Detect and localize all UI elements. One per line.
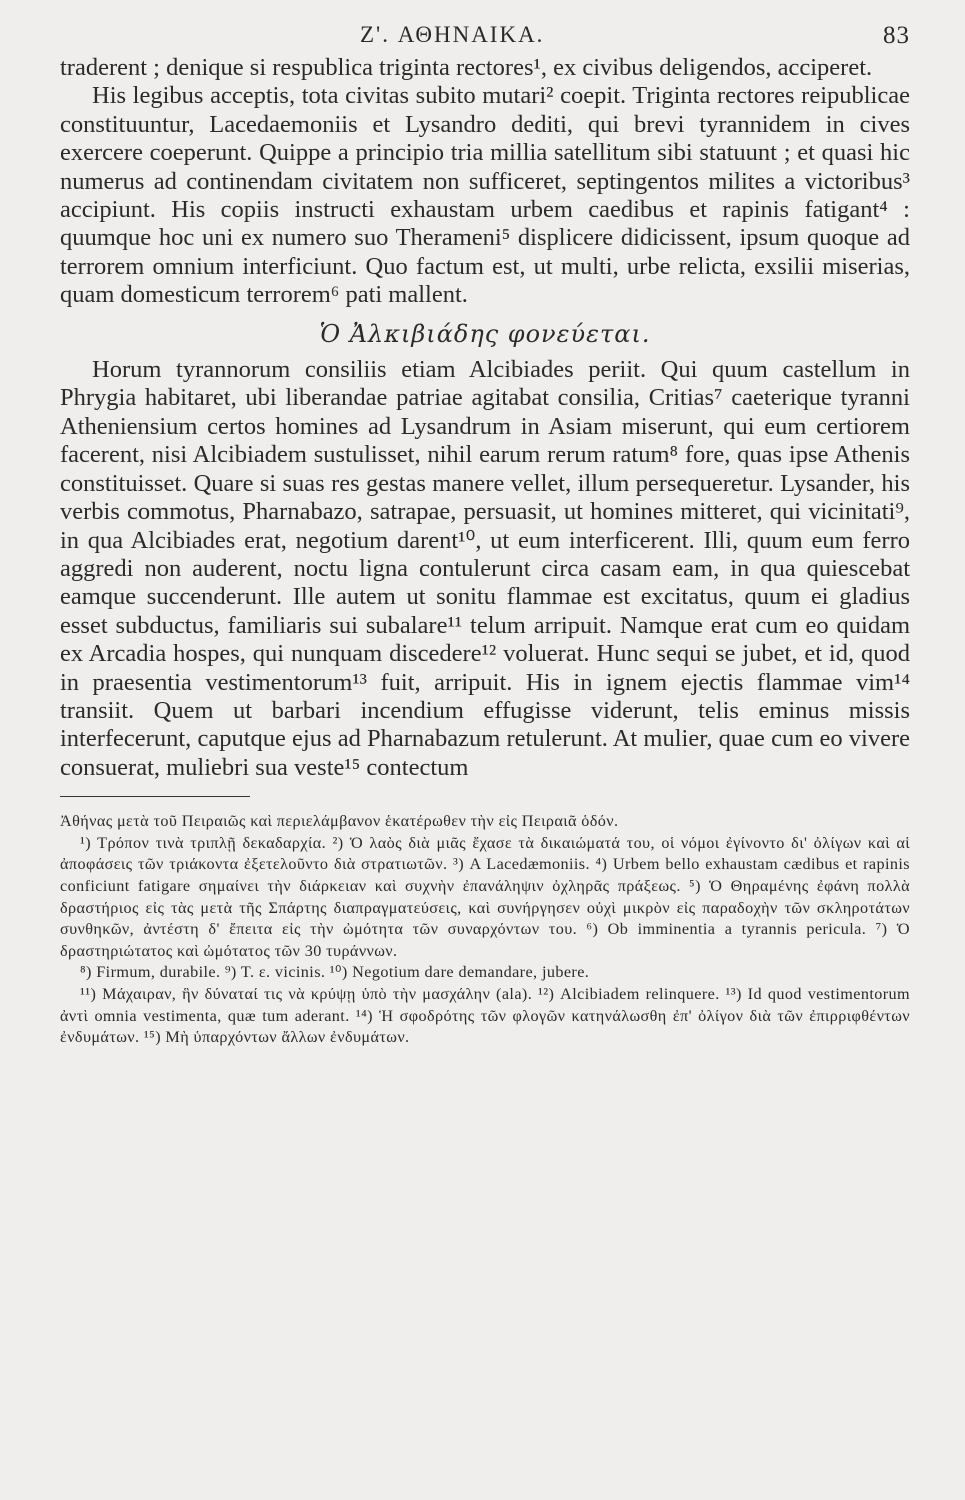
- footnote-line: Ἀθήνας μετὰ τοῦ Πειραιῶς καὶ περιελάμβανον ἑκατέρωθεν τὴν εἰς Πειραιᾶ ὁδόν.: [60, 812, 619, 831]
- footnote-block-2: ⁸) Firmum, durabile. ⁹) T. ε. vicinis. ¹⁰) Negotium dare demandare, jubere.: [80, 963, 590, 982]
- section-heading: Ὁ Ἀλκιβιάδης φονεύεται.: [319, 319, 651, 348]
- main-text: [60, 54, 910, 782]
- running-head: Z'. ΑΘΗΝΑΙΚΑ.: [360, 22, 545, 47]
- paragraph-1: traderent ; denique si respublica triginta rectores¹, ex civibus deligendos, acciperet.: [60, 54, 873, 81]
- footnote-block-1: ¹) Τρόπον τινὰ τριπλῇ δεκαδαρχία. ²) Ὁ λαὸς διὰ μιᾶς ἔχασε τὰ δικαιώματά του, οἱ νόμοι ἐγίνοντο δι' ὀλίγων καὶ αἱ ἀποφάσεις τῶν τριάκοντα ἐξετελοῦντο διὰ στρατιωτῶν. ³) A Lacedæmoniis. ⁴) Urbem bello exhaustam cædibus et rapinis conficiunt fatigare σημαίνει τὴν διάρκειαν καὶ συχνὴν ἐπανάληψιν ὀχληρᾶς πράξεως. ⁵) Ὁ Θηραμένης ἐφάνη πολλὰ δραστήριος εἰς τὰς μετὰ τῆς Σπάρτης διαπραγματεύσεις, καὶ συνήργησεν οὐχὶ μικρὸν εἰς παραδοχὴν τῶν σκληροτάτων συνθηκῶν, ἀντέστη δ' ἔπειτα εἰς τὴν ὠμότητα τῶν συναρχόντων του. ⁶) Ob imminentia a tyrannis pericula. ⁷) Ὁ δραστηριώτατος καὶ ὠμότατος τῶν 30 τυράννων.: [60, 833, 910, 960]
- book-page: [60, 14, 910, 1049]
- page-number: 83: [883, 22, 910, 49]
- footnote-block-3: ¹¹) Μάχαιραν, ἣν δύναταί τις νὰ κρύψῃ ὑπὸ τὴν μασχάλην (ala). ¹²) Alcibiadem relinquere. ¹³) Id quod vestimentorum ἀντὶ omnia vestimenta, quæ tum aderant. ¹⁴) Ἡ σφοδρότης τῶν φλογῶν κατηνάλωσθη ἐπ' ὀλίγον διὰ τῶν ἐπιρριφθέντων ἐνδυμάτων. ¹⁵) Μὴ ὑπαρχόντων ἄλλων ἐνδυμάτων.: [60, 984, 910, 1047]
- footnotes: [60, 811, 910, 1049]
- paragraph-3: Horum tyrannorum consiliis etiam Alcibiades periit. Qui quum castellum in Phrygia habitaret, ubi liberandae patriae agitabat consilia, Critias⁷ caeterique tyranni Atheniensium certos homines ad Lysandrum in Asiam miserunt, qui eum certiorem facerent, nisi Alcibiadem sustulisset, nihil earum rerum ratum⁸ fore, quas ipse Athenis constituisset. Quare si suas res gestas manere vellet, illum persequeretur. Lysander, his verbis commotus, Pharnabazo, satrapae, persuasit, ut homines mitteret, qui vicinitati⁹, in qua Alcibiades erat, negotium darent¹⁰, ut eum interficerent. Illi, quum eum ferro aggredi non auderent, noctu ligna contulerunt circa casam eam, in qua quiescebat eamque succenderunt. Ille autem ut sonitu flammae est excitatus, quum ei gladius esset subductus, familiaris sui subalare¹¹ telum arripuit. Namque erat cum eo quidam ex Arcadia hospes, qui nunquam discedere¹² voluerat. Hunc sequi se jubet, et id, quod in praesentia vestimentorum¹³ fuit, arripuit. His in ignem ejectis flammae vim¹⁴ transiit. Quem ut barbari incendium effugisse viderunt, telis eminus missis interfecerunt, caputque ejus ad Pharnabazum retulerunt. At mulier, quae cum eo vivere consuerat, muliebri sua veste¹⁵ contectum: [60, 356, 910, 781]
- page-header: [60, 14, 910, 54]
- paragraph-2: His legibus acceptis, tota civitas subito mutari² coepit. Triginta rectores reipublicae constituuntur, Lacedaemoniis et Lysandro dediti, qui brevi tyrannidem in cives exercere coeperunt. Quippe a principio tria millia satellitum sibi statuunt ; et quasi hic numerus ad continendam civitatem non sufficeret, septingentos milites a victoribus³ accipiunt. His copiis instructi exhaustam urbem caedibus et rapinis fatigant⁴ : quumque hoc uni ex numero suo Therameni⁵ displicere didicissent, ipsum quoque ad terrorem omnium interficiunt. Quo factum est, ut multi, urbe relicta, exsilii miserias, quam domesticum terrorem⁶ pati mallent.: [60, 82, 910, 309]
- footnote-divider: [60, 796, 250, 797]
